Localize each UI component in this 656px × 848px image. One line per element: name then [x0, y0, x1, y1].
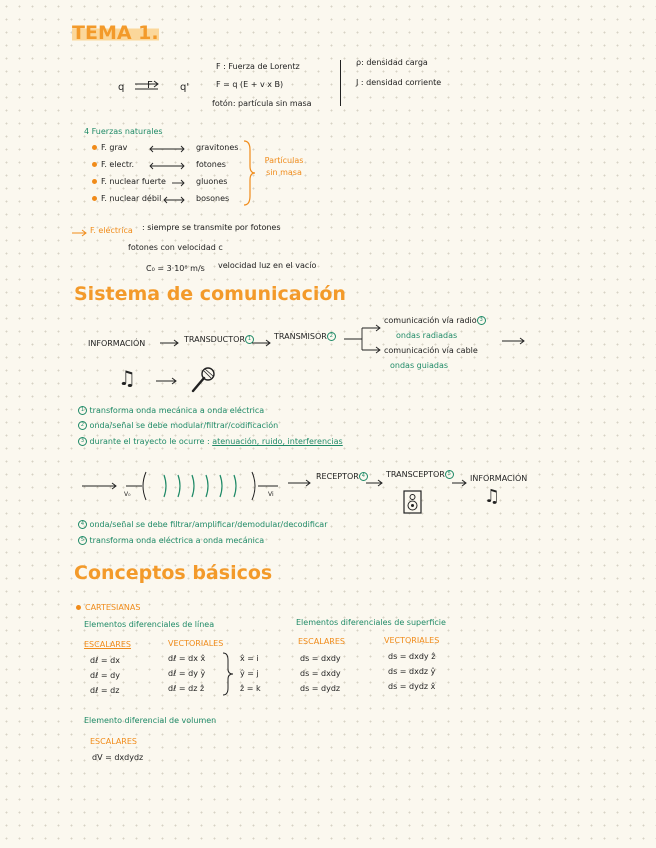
line-esc-1: dℓ = dy: [90, 671, 120, 680]
chain-radio: comunicación vía radio 3: [384, 316, 486, 325]
microphone-icon: [190, 366, 218, 394]
charge-q-prime: q': [180, 82, 190, 93]
chain2-arrow-2: [366, 479, 386, 487]
boson-fotones: fotones: [196, 160, 226, 169]
chain-transceptor: TRANSCEPTOR 5: [386, 470, 454, 479]
chain-cable: comunicación vía cable: [384, 346, 478, 355]
lorentz-eq: F = q (E + v x B): [216, 80, 284, 89]
note-5: 5 transforma onda eléctrica a onda mecánica: [78, 536, 264, 545]
photon-def: fotón: partícula sin masa: [212, 99, 312, 108]
force-item: F. grav: [92, 143, 127, 152]
vi-label: Vi: [268, 491, 274, 498]
brace-label: Partículas sin masa: [264, 156, 304, 177]
line-vec-0: dℓ = dx x̂: [168, 654, 206, 663]
chain-transductor: TRANSDUCTOR 1: [184, 335, 254, 344]
volume-heading: Elemento diferencial de volumen: [84, 716, 217, 725]
chain-transmisor: TRANSMISOR 2: [274, 332, 336, 341]
page-title: TEMA 1.: [72, 22, 159, 44]
chain1-branch: [344, 322, 384, 356]
line-esc-0: dℓ = dx: [90, 656, 120, 665]
electric-line1: : siempre se transmite por fotones: [142, 223, 281, 232]
electric-line2: fotones con velocidad c: [128, 243, 223, 252]
unit-1: ŷ = j: [240, 669, 259, 678]
surf-vec-1: ds = dxdz ŷ: [388, 667, 436, 676]
surface-elements-heading: Elementos diferenciales de superficie: [296, 618, 446, 627]
surf-esc-0: ds = dxdy: [300, 654, 341, 663]
music-note-icon-2: ♫: [484, 486, 501, 507]
chain-informacion: INFORMACIÓN: [88, 339, 146, 348]
surf-vec-2: ds = dydz x̂: [388, 682, 436, 691]
line-esc-2: dℓ = dz: [90, 686, 120, 695]
electric-arrow: [72, 229, 92, 237]
surf-esc-2: ds = dydz: [300, 684, 341, 693]
line-vectoriales-heading: VECTORIALES: [168, 639, 224, 648]
surf-vec-0: ds = dxdy ẑ: [388, 652, 436, 661]
line-elements-heading: Elementos diferenciales de línea: [84, 620, 215, 629]
boson-bosones: bosones: [196, 194, 230, 203]
unit-brace: [222, 652, 234, 696]
unit-0: x̂ = i: [240, 654, 259, 663]
force-item: F. nuclear débil: [92, 194, 161, 203]
chain1-arrow-out: [502, 337, 528, 345]
note-1: 1 transforma onda mecánica a onda eléctrica: [78, 406, 264, 415]
chain-informacion-out: INFORMACIÓN: [470, 474, 528, 483]
speed-value: C₀ = 3·10⁸ m/s: [146, 264, 205, 273]
chain2-arrow-1: [288, 479, 314, 487]
chain-cable-sub: ondas guiadas: [390, 361, 449, 370]
force-item: F. nuclear fuerte: [92, 177, 166, 186]
music-note-icon: ♫: [118, 366, 136, 390]
lorentz-def: F : Fuerza de Lorentz: [216, 62, 300, 71]
wave-diagram: [82, 466, 292, 506]
boson-gravitones: gravitones: [196, 143, 239, 152]
brace: [242, 140, 256, 206]
chain1-arrow-icons: [156, 377, 180, 385]
note-3: 3 durante el trayecto le ocurre : atenuación, ruido, interferencias: [78, 437, 343, 446]
electric-label: F. eléctrica: [90, 226, 133, 235]
chain2-arrow-3: [452, 479, 470, 487]
boson-gluones: gluones: [196, 177, 228, 186]
section-title-comunicacion: Sistema de comunicación: [74, 283, 346, 305]
line-vec-2: dℓ = dz ẑ: [168, 684, 205, 693]
note-4: 4 onda/señal se debe filtrar/amplificar/demodular/decodificar: [78, 520, 327, 529]
charge-q: q: [118, 82, 125, 93]
surf-esc-1: ds = dxdy: [300, 669, 341, 678]
section-title-conceptos: Conceptos básicos: [74, 562, 273, 584]
volume-escalares-heading: ESCALARES: [90, 737, 137, 746]
chain-receptor: RECEPTOR 4: [316, 472, 368, 481]
unit-2: ẑ = k: [240, 684, 261, 693]
speaker-icon: [403, 490, 423, 514]
surf-escalares-heading: ESCALARES: [298, 637, 345, 646]
volume-value: dV = dxdydz: [92, 753, 144, 762]
force-f: F: [147, 80, 153, 91]
line-vec-1: dℓ = dy ŷ: [168, 669, 206, 678]
chain-radio-sub: ondas radiadas: [396, 331, 458, 340]
cartesianas-label: CARTESIANAS: [76, 603, 140, 612]
rho-def: ρ: densidad carga: [356, 58, 428, 67]
j-def: J : densidad corriente: [356, 78, 442, 87]
force-item: F. electr.: [92, 160, 134, 169]
line-escalares-heading: ESCALARES: [84, 640, 131, 649]
note-2: 2 onda/señal se debe modular/filtrar/codificación: [78, 421, 278, 430]
vertical-divider: [340, 60, 341, 106]
v0-label: V₀: [124, 491, 131, 498]
speed-desc: velocidad luz en el vacío: [218, 261, 317, 270]
chain1-arrow-1: [160, 339, 182, 347]
forces-heading: 4 Fuerzas naturales: [84, 127, 163, 136]
surf-vectoriales-heading: VECTORIALES: [384, 636, 440, 645]
chain1-arrow-2: [252, 339, 274, 347]
